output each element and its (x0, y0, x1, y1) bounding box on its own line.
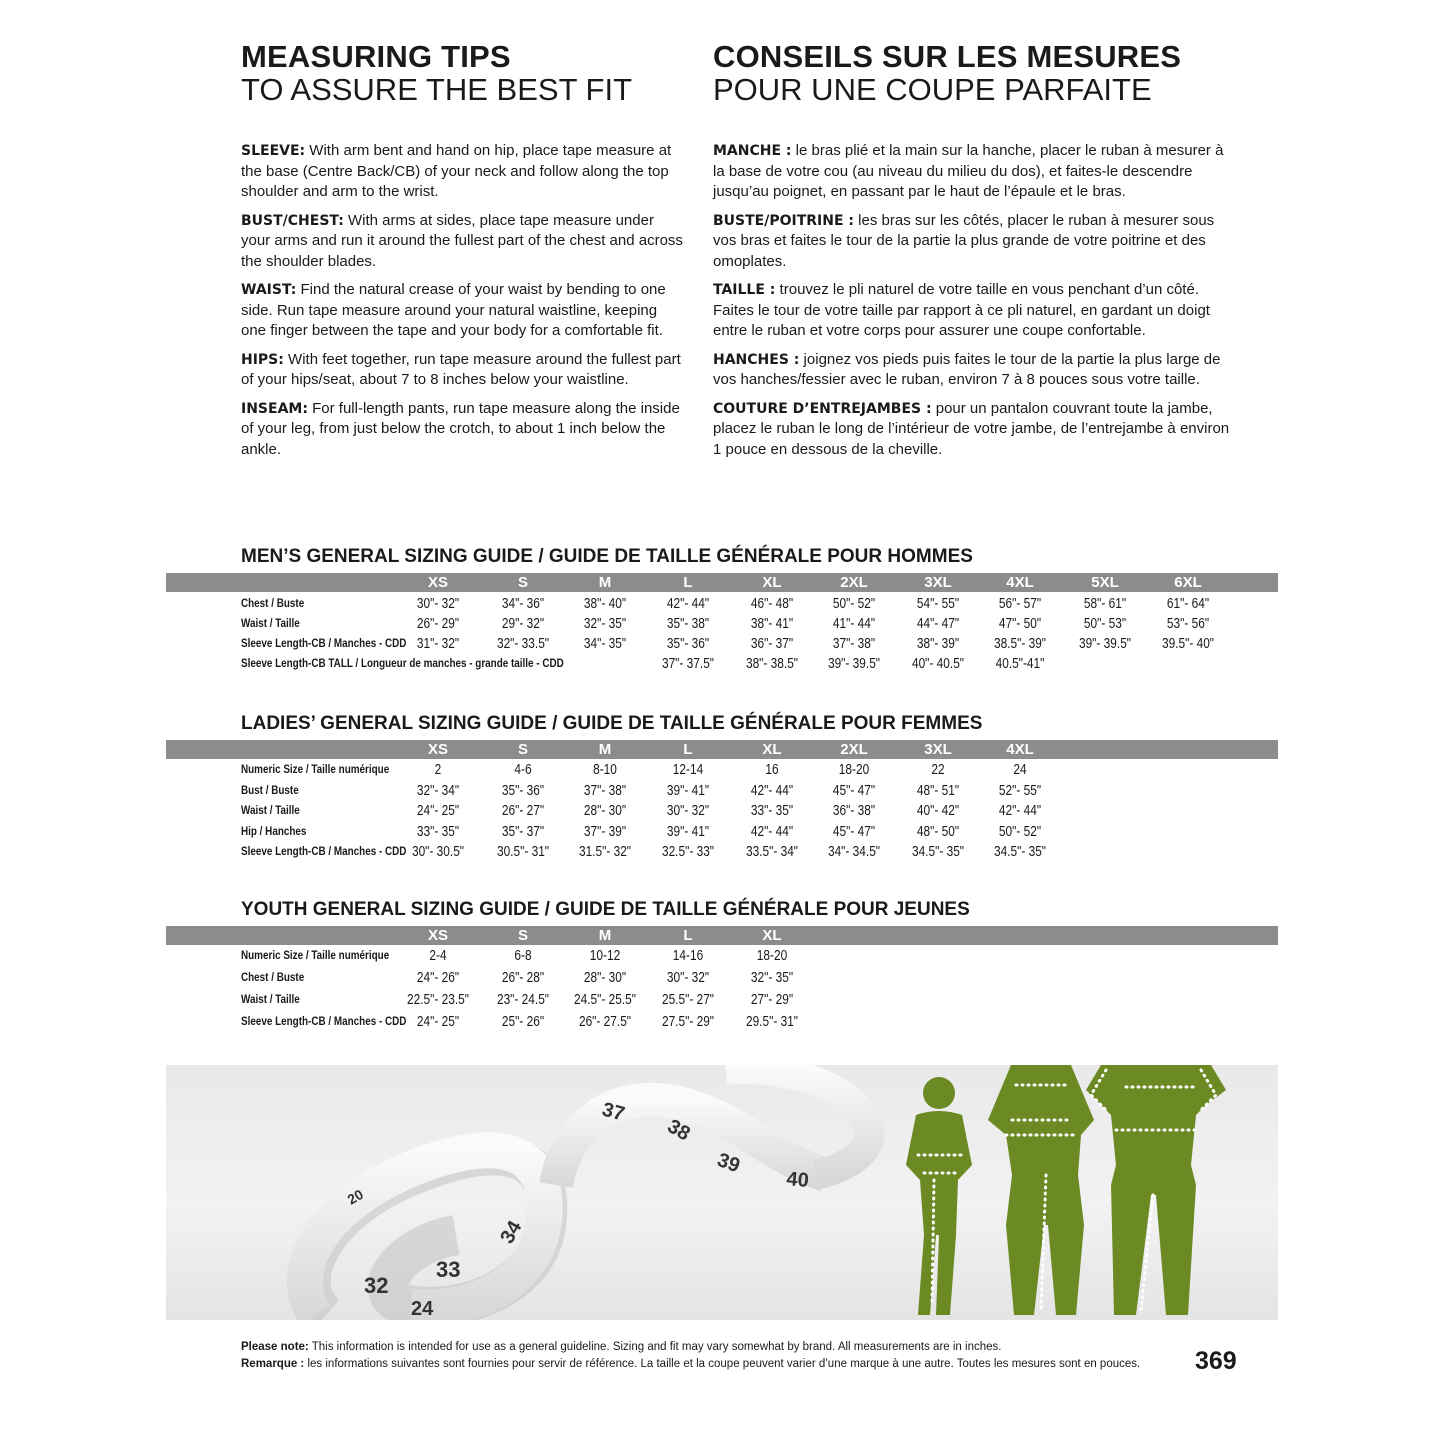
table-cell: 32"- 35" (583, 616, 627, 632)
table-cell: 39"- 39.5" (1078, 636, 1132, 652)
table-cell: 45"- 47" (832, 823, 876, 840)
tape-number: 33 (436, 1257, 461, 1282)
size-header: S (517, 574, 528, 591)
size-header: 5XL (1091, 574, 1119, 591)
table-cell: 54"- 55" (916, 596, 960, 612)
table-cell: 27"- 29" (750, 992, 794, 1008)
table-cell: 42"- 44" (666, 596, 710, 612)
table-row (0, 801, 1445, 821)
row-label: Chest / Buste (241, 972, 305, 984)
table-cell: 35"- 36" (501, 782, 545, 799)
tape-number: 34 (496, 1217, 527, 1248)
tape-number: 38 (663, 1115, 694, 1146)
size-header: 4XL (1006, 574, 1034, 591)
size-header: 2XL (840, 574, 868, 591)
tip-text: With feet together, run tape measure around the fullest part of your hips/seat, about 7 to 8 inches below your waistline. (241, 350, 681, 388)
tape-number: 32 (364, 1273, 389, 1298)
size-header: L (683, 574, 693, 591)
table-cell: 24.5"- 25.5" (573, 992, 636, 1008)
table-cell: 22 (931, 762, 945, 778)
tip-label: COUTURE D’ENTREJAMBES : (713, 400, 932, 417)
table-row (0, 1012, 1445, 1032)
row-label: Numeric Size / Taille numérique (241, 950, 390, 962)
table-cell: 24"- 26" (416, 970, 460, 986)
table-row (0, 594, 1445, 614)
tip-label: HIPS: (241, 351, 284, 368)
size-header: 3XL (924, 574, 952, 591)
table-cell: 37"- 37.5" (661, 656, 715, 672)
table-cell: 27.5"- 29" (661, 1014, 715, 1030)
tips-list-fr (713, 141, 1233, 460)
row-label: Chest / Buste (241, 598, 305, 610)
table-cell: 34"- 35" (583, 636, 627, 652)
row-label: Sleeve Length-CB / Manches - CDD (241, 638, 407, 650)
tip-text: pour un pantalon couvrant toute la jambe, placez le ruban le long de l’intérieur de votre jambe, de l’entrejambe à environ 1 pouce en dessous de la cheville. (713, 399, 1230, 458)
tip-text: With arm bent and hand on hip, place tape measure at the base (Centre Back/CB) of your neck and follow along the top shoulder and arm to the wrist. (241, 142, 672, 200)
tip-fr (713, 399, 1233, 461)
size-header: M (598, 574, 612, 591)
size-header: XS (427, 574, 448, 591)
tip-label: BUSTE/POITRINE : (713, 212, 855, 229)
table-cell: 26"- 27.5" (578, 1014, 632, 1030)
table-cell: 32"- 33.5" (496, 636, 550, 652)
tape-and-silhouettes-illustration (166, 1065, 1278, 1320)
table-cell: 34.5"- 35" (993, 844, 1047, 860)
table-cell: 28"- 30" (583, 970, 627, 986)
table-cell: 34"- 34.5" (827, 844, 881, 860)
table-cell: 36"- 37" (750, 636, 794, 652)
tips-title-en: MEASURING TIPS (241, 39, 511, 74)
size-header: 6XL (1174, 574, 1202, 591)
table-cell: 31"- 32" (416, 636, 460, 652)
table-cell: 18-20 (838, 762, 870, 778)
size-header-bar (166, 573, 1278, 592)
tape-number: 40 (785, 1168, 810, 1192)
table-cell: 38"- 40" (583, 596, 627, 612)
section-title: MEN’S GENERAL SIZING GUIDE / GUIDE DE TAILLE GÉNÉRALE POUR HOMMES (241, 546, 973, 567)
tip-text: joignez vos pieds puis faites le tour de la partie la plus large de vos hanches/fessier avec le ruban, environ 7 à 8 pouces sous votre taille. (713, 350, 1221, 388)
tip-en (241, 350, 686, 391)
tip-en (241, 399, 686, 461)
table-cell: 26"- 27" (501, 803, 545, 819)
table-cell: 61"- 64" (1166, 596, 1210, 612)
table-cell: 32"- 35" (750, 970, 794, 986)
man-silhouette (1086, 1065, 1226, 1315)
size-header: M (598, 741, 612, 758)
row-label: Sleeve Length-CB / Manches - CDD (241, 846, 407, 858)
measuring-tips-fr (713, 40, 1233, 468)
table-cell: 53"- 56" (1166, 616, 1210, 632)
table-row (0, 781, 1445, 801)
table-cell: 31.5"- 32" (578, 844, 632, 860)
table-cell: 2-4 (429, 948, 447, 964)
row-label: Sleeve Length-CB TALL / Longueur de manches - grande taille - CDD (241, 658, 564, 670)
table-cell: 35"- 38" (666, 616, 710, 632)
measuring-tips-en (241, 40, 686, 468)
table-cell: 50"- 52" (832, 596, 876, 612)
tape-number: 24 (411, 1298, 434, 1320)
table-cell: 39"- 39.5" (827, 656, 881, 672)
tip-text: le bras plié et la main sur la hanche, placer le ruban à mesurer à la base de votre cou (au niveau du milieu du dos), et faites-le descendre jusqu’au poignet, en passant par le haut de l’épaule et le bras. (713, 142, 1224, 200)
table-cell: 48"- 50" (916, 823, 960, 840)
table-cell: 33.5"- 34" (745, 844, 799, 860)
section-title: LADIES’ GENERAL SIZING GUIDE / GUIDE DE TAILLE GÉNÉRALE POUR FEMMES (241, 713, 983, 734)
size-header: S (517, 741, 528, 758)
table-cell: 44"- 47" (916, 616, 960, 632)
table-cell: 38"- 38.5" (745, 656, 799, 672)
table-cell: 34"- 36" (501, 596, 545, 612)
size-header: 2XL (840, 741, 868, 758)
tip-label: SLEEVE: (241, 143, 306, 159)
table-cell: 18-20 (756, 948, 788, 964)
note-english (241, 1339, 1001, 1356)
table-row (0, 654, 1445, 674)
table-cell: 45"- 47" (832, 782, 876, 799)
section-title: YOUTH GENERAL SIZING GUIDE / GUIDE DE TAILLE GÉNÉRALE POUR JEUNES (241, 899, 970, 920)
table-cell: 52"- 55" (998, 782, 1042, 799)
size-header: S (517, 927, 528, 944)
table-cell: 25.5"- 27" (661, 992, 715, 1008)
table-cell: 35"- 37" (501, 823, 545, 840)
table-cell: 30"- 30.5" (411, 844, 465, 860)
row-label: Waist / Taille (241, 805, 300, 817)
table-cell: 28"- 30" (583, 803, 627, 819)
tip-en (241, 211, 686, 273)
table-row (0, 760, 1445, 780)
note-text-fr: les informations suivantes sont fournies pour servir de référence. La taille et la coupe peuvent varier d’une marque à une autre. Toutes les mesures sont en pouces. (304, 1358, 1141, 1370)
table-cell: 42"- 44" (750, 823, 794, 840)
tip-en (241, 280, 686, 342)
page-number: 369 (1195, 1347, 1237, 1375)
table-cell: 35"- 36" (666, 636, 710, 652)
tips-list-en (241, 141, 686, 460)
size-header: XL (762, 574, 782, 591)
table-cell: 38"- 41" (750, 616, 794, 632)
note-label-fr: Remarque : (241, 1358, 305, 1370)
tip-label: TAILLE : (713, 282, 776, 298)
row-label: Waist / Taille (241, 618, 300, 630)
table-cell: 56"- 57" (998, 596, 1042, 612)
size-header: M (598, 927, 612, 944)
table-cell: 46"- 48" (750, 596, 794, 612)
note-text-en: This information is intended for use as a general guideline. Sizing and fit may vary somewhat by brand. All measurements are in inches. (308, 1341, 1002, 1353)
table-cell: 23"- 24.5" (496, 992, 550, 1008)
table-cell: 30"- 32" (416, 596, 460, 612)
tape-number: 37 (599, 1098, 627, 1126)
table-cell: 24 (1013, 762, 1027, 778)
table-cell: 25"- 26" (501, 1014, 545, 1030)
size-header: 3XL (924, 741, 952, 758)
table-cell: 38"- 39" (916, 636, 960, 652)
table-cell: 12-14 (672, 762, 704, 778)
row-label: Sleeve Length-CB / Manches - CDD (241, 1016, 407, 1028)
tape-number: 20 (344, 1185, 366, 1208)
tip-en (241, 141, 686, 203)
table-cell: 39.5"- 40" (1161, 636, 1215, 652)
table-cell: 32"- 34" (416, 782, 460, 799)
table-cell: 30"- 32" (666, 803, 710, 819)
table-cell: 48"- 51" (916, 782, 960, 799)
table-cell: 8-10 (593, 762, 617, 778)
tip-fr (713, 280, 1233, 342)
size-header: XL (762, 927, 782, 944)
table-cell: 2 (434, 762, 442, 778)
tape-number: 39 (714, 1149, 743, 1178)
tip-label: INSEAM: (241, 400, 308, 417)
size-header: L (683, 927, 693, 944)
row-label: Bust / Buste (241, 784, 299, 797)
table-cell: 37"- 39" (583, 823, 627, 840)
table-cell: 33"- 35" (750, 803, 794, 819)
table-cell: 38.5"- 39" (993, 636, 1047, 652)
tip-fr (713, 141, 1233, 203)
table-cell: 36"- 38" (832, 803, 876, 819)
table-cell: 22.5"- 23.5" (406, 992, 469, 1008)
table-cell: 41"- 44" (832, 616, 876, 632)
table-cell: 16 (765, 762, 779, 778)
table-cell: 39"- 41" (666, 782, 710, 799)
size-header-bar (166, 740, 1278, 759)
tip-fr (713, 211, 1233, 273)
tip-label: BUST/CHEST: (241, 212, 344, 229)
table-cell: 40"- 42" (916, 803, 960, 819)
table-cell: 30"- 32" (666, 970, 710, 986)
tips-title-fr: CONSEILS SUR LES MESURES (713, 39, 1182, 74)
table-cell: 29"- 32" (501, 616, 545, 632)
table-cell: 40"- 40.5" (911, 656, 965, 672)
tip-text: With arms at sides, place tape measure under your arms and run it around the fullest part of the chest and across the shoulder blades. (241, 211, 683, 270)
tip-label: MANCHE : (713, 143, 792, 159)
table-cell: 39"- 41" (666, 823, 710, 840)
tip-text: For full-length pants, run tape measure along the inside of your leg, from just below the crotch, to about 1 inch below the ankle. (241, 399, 680, 458)
tip-fr (713, 350, 1233, 391)
note-label-en: Please note: (241, 1341, 309, 1353)
table-cell: 50"- 52" (998, 823, 1042, 840)
table-cell: 58"- 61" (1083, 596, 1127, 612)
note-french (241, 1356, 1140, 1373)
tip-label: WAIST: (241, 282, 297, 298)
child-silhouette (906, 1077, 972, 1315)
size-header: XL (762, 741, 782, 758)
table-cell: 4-6 (514, 762, 532, 778)
table-cell: 42"- 44" (998, 803, 1042, 819)
table-cell: 24"- 25" (416, 1014, 460, 1030)
tip-text: trouvez le pli naturel de votre taille en vous penchant d’un côté. Faites le tour de votre taille par rapport à ce pli naturel, en gardant un doigt entre le ruban et votre corps pour assurer une coupe confortable. (713, 281, 1210, 339)
tape-strip-2 (556, 1100, 826, 1185)
tips-subtitle-fr: POUR UNE COUPE PARFAITE (713, 72, 1152, 107)
table-row (0, 822, 1445, 842)
table-cell: 26"- 29" (416, 616, 460, 632)
table-cell: 24"- 25" (416, 803, 460, 819)
table-cell: 14-16 (672, 948, 704, 964)
row-label: Hip / Hanches (241, 825, 307, 838)
measuring-tape-photo (166, 1065, 1278, 1320)
table-row (0, 968, 1445, 988)
table-cell: 50"- 53" (1083, 616, 1127, 632)
table-row (0, 842, 1445, 862)
table-row (0, 614, 1445, 634)
table-cell: 29.5"- 31" (745, 1014, 799, 1030)
table-cell: 37"- 38" (832, 636, 876, 652)
table-row (0, 946, 1445, 966)
table-cell: 42"- 44" (750, 782, 794, 799)
table-cell: 10-12 (589, 948, 621, 964)
table-row (0, 634, 1445, 654)
size-header: XS (427, 741, 448, 758)
size-header-bar (166, 926, 1278, 945)
tips-subtitle-en: TO ASSURE THE BEST FIT (241, 72, 633, 107)
tip-label: HANCHES : (713, 351, 800, 368)
size-header: XS (427, 927, 448, 944)
table-cell: 30.5"- 31" (496, 844, 550, 860)
row-label: Numeric Size / Taille numérique (241, 764, 390, 776)
table-cell: 33"- 35" (416, 823, 460, 840)
table-cell: 40.5"-41" (995, 656, 1045, 672)
table-row (0, 990, 1445, 1010)
table-cell: 6-8 (514, 948, 532, 964)
tip-text: les bras sur les côtés, placer le ruban à mesurer sous vos bras et faites le tour de la partie la plus grande de votre poitrine et des omoplates. (713, 211, 1215, 270)
table-cell: 26"- 28" (501, 970, 545, 986)
table-cell: 32.5"- 33" (661, 844, 715, 860)
tip-text: Find the natural crease of your waist by bending to one side. Run tape measure around your natural waistline, keeping one finger between the tape and your body for a comfortable fit. (241, 281, 666, 339)
row-label: Waist / Taille (241, 994, 300, 1006)
table-cell: 37"- 38" (583, 782, 627, 799)
size-header: 4XL (1006, 741, 1034, 758)
size-header: L (683, 741, 693, 758)
table-cell: 34.5"- 35" (911, 844, 965, 860)
table-cell: 47"- 50" (998, 616, 1042, 632)
